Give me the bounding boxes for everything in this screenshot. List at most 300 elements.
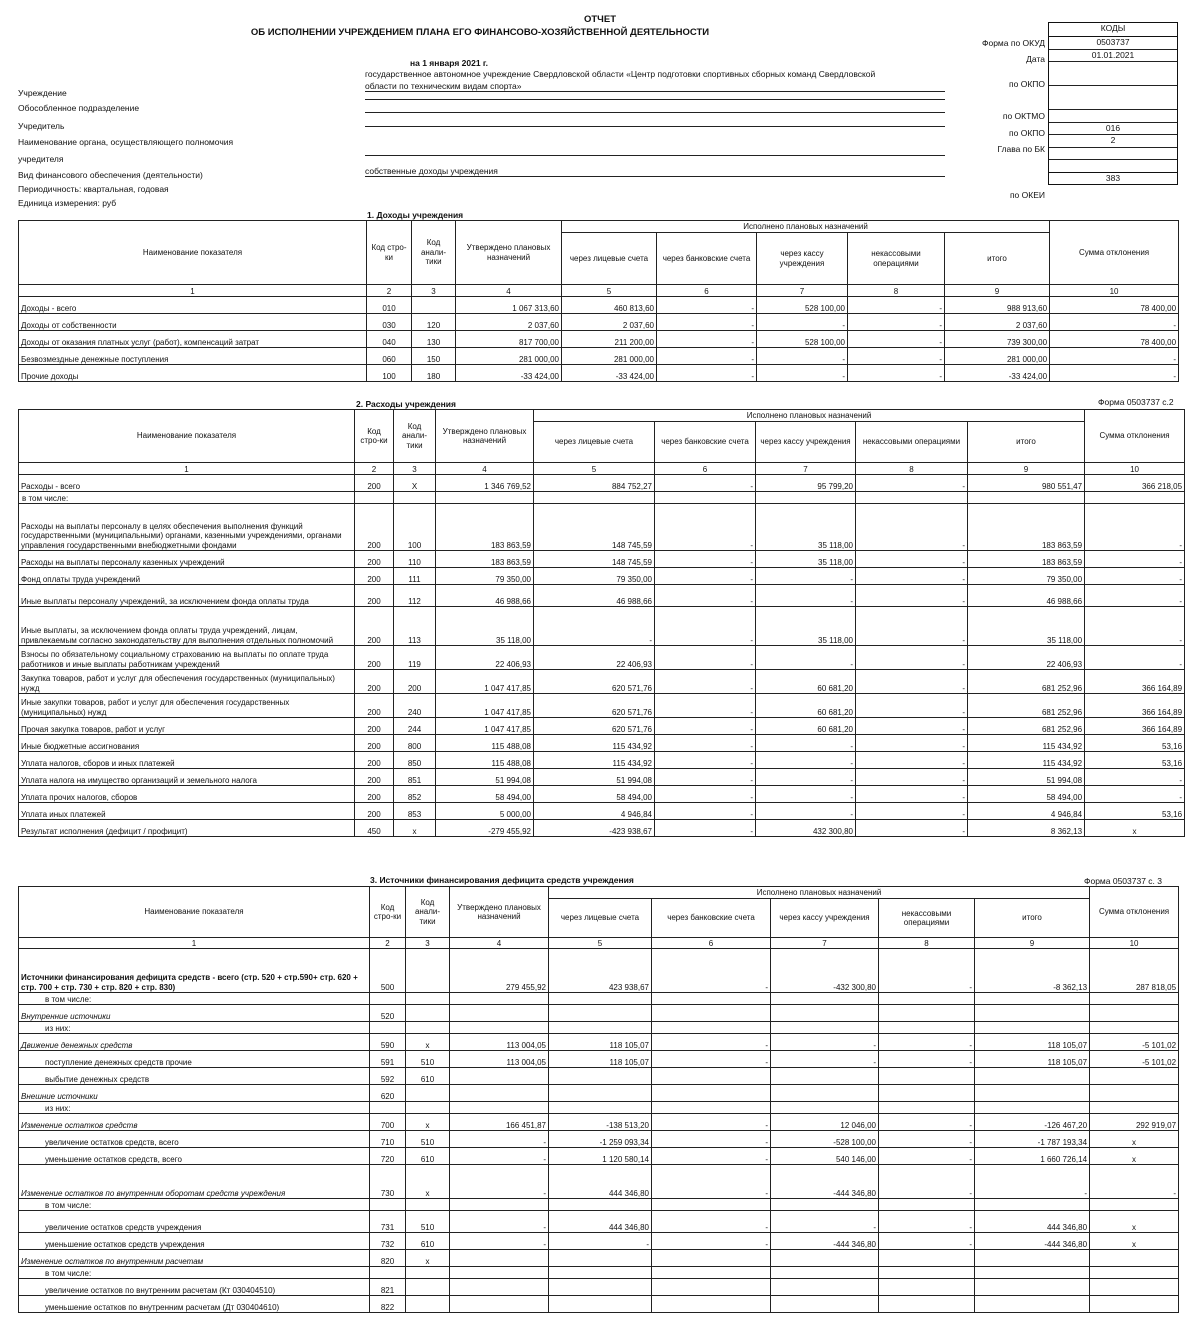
- value-cell: 53,16: [1085, 752, 1185, 769]
- row-code: 200: [355, 694, 394, 718]
- period-label: Периодичность: квартальная, годовая: [18, 184, 169, 194]
- value-cell: -: [655, 568, 756, 585]
- row-code: 821: [370, 1279, 406, 1296]
- value-cell: [655, 492, 756, 504]
- table-row: [19, 475, 1185, 492]
- row-code: [370, 1102, 406, 1114]
- row-name: Внешние источники: [19, 1085, 370, 1102]
- value-cell: 1 120 580,14: [549, 1148, 652, 1165]
- glava-code: 016: [1049, 122, 1177, 135]
- value-cell: 115 434,92: [534, 735, 655, 752]
- value-cell: 281 000,00: [945, 348, 1050, 365]
- value-cell: x: [1090, 1233, 1179, 1250]
- table-row: [19, 348, 1179, 365]
- value-cell: -: [848, 365, 945, 382]
- value-cell: 1 047 417,85: [436, 718, 534, 735]
- value-cell: -: [657, 331, 757, 348]
- value-cell: -: [549, 1233, 652, 1250]
- value-cell: [652, 1005, 771, 1022]
- value-cell: [879, 1267, 975, 1279]
- table-row: [19, 735, 1185, 752]
- value-cell: 681 252,96: [968, 718, 1085, 735]
- h-code: Код стро-ки: [355, 410, 394, 463]
- value-cell: [1090, 1085, 1179, 1102]
- value-cell: -: [655, 752, 756, 769]
- value-cell: -: [655, 694, 756, 718]
- column-number: 9: [968, 463, 1085, 475]
- row-code: 450: [355, 820, 394, 837]
- section-1-title: 1. Доходы учреждения: [367, 210, 464, 220]
- value-cell: 620 571,76: [534, 670, 655, 694]
- value-cell: [975, 1267, 1090, 1279]
- value-cell: [975, 1102, 1090, 1114]
- value-cell: [879, 1279, 975, 1296]
- value-cell: [975, 1005, 1090, 1022]
- value-cell: [975, 993, 1090, 1005]
- row-name: Иные закупки товаров, работ и услуг для обеспечения государственных (муниципальных) нужд: [19, 694, 355, 718]
- h-cash: через кассу учреждения: [771, 899, 879, 938]
- row-name: Источники финансирования дефицита средств - всего (стр. 520 + стр.590+ стр. 620 + стр. 700 + стр. 730 + стр. 820 + стр. 830): [19, 949, 370, 993]
- value-cell: -: [856, 607, 968, 646]
- column-number: 4: [450, 938, 549, 949]
- h-executed: Исполнено плановых назначений: [534, 410, 1085, 422]
- value-cell: 35 118,00: [968, 607, 1085, 646]
- row-name: Уплата прочих налогов, сборов: [19, 786, 355, 803]
- value-cell: -: [655, 718, 756, 735]
- table-row: [19, 1267, 1179, 1279]
- value-cell: [771, 1199, 879, 1211]
- value-cell: [549, 1005, 652, 1022]
- value-cell: -: [655, 551, 756, 568]
- fin-type-label: Вид финансового обеспечения (деятельности): [18, 170, 203, 180]
- table-row: [19, 1211, 1179, 1233]
- h-dev: Сумма отклонения: [1085, 410, 1185, 463]
- column-number: 1: [19, 938, 370, 949]
- table-row: [19, 694, 1185, 718]
- value-cell: 366 218,05: [1085, 475, 1185, 492]
- value-cell: [879, 993, 975, 1005]
- value-cell: 118 105,07: [549, 1051, 652, 1068]
- institution-value-1: государственное автономное учреждение Свердловской области «Центр подготовки спортивных сборных команд Свердловской: [365, 69, 876, 79]
- expense-table: [18, 409, 1185, 837]
- section-2-title: 2. Расходы учреждения: [356, 399, 456, 409]
- codes-box: [1048, 22, 1178, 185]
- row-name: Внутренние источники: [19, 1005, 370, 1022]
- analytics-code: [406, 1279, 450, 1296]
- row-name: в том числе:: [19, 492, 355, 504]
- table-row: [19, 820, 1185, 837]
- value-cell: [450, 1296, 549, 1313]
- value-cell: -: [848, 348, 945, 365]
- value-cell: 53,16: [1085, 803, 1185, 820]
- value-cell: [771, 1250, 879, 1267]
- value-cell: [879, 1068, 975, 1085]
- value-cell: -: [879, 1233, 975, 1250]
- row-code: 200: [355, 585, 394, 607]
- analytics-code: [406, 993, 450, 1005]
- h-anal: Код анали-тики: [406, 887, 450, 938]
- h-acc: через лицевые счета: [549, 899, 652, 938]
- row-code: 820: [370, 1250, 406, 1267]
- value-cell: -5 101,02: [1090, 1034, 1179, 1051]
- analytics-code: 800: [394, 735, 436, 752]
- value-cell: x: [1085, 820, 1185, 837]
- value-cell: [771, 993, 879, 1005]
- column-numbers-row: [19, 463, 1185, 475]
- institution-label: Учреждение: [18, 88, 67, 98]
- value-cell: 53,16: [1085, 735, 1185, 752]
- column-number: 7: [771, 938, 879, 949]
- value-cell: -1 259 093,34: [549, 1131, 652, 1148]
- table-row: [19, 1051, 1179, 1068]
- okpo-label: по ОКПО: [1009, 79, 1045, 89]
- value-cell: -: [1085, 585, 1185, 607]
- value-cell: -: [756, 786, 856, 803]
- row-code: 520: [370, 1005, 406, 1022]
- value-cell: 166 451,87: [450, 1114, 549, 1131]
- row-name: Иные выплаты, за исключением фонда оплаты труда учреждений, лицам, привлекаемым согласно законодательству для выполнения отдельных полномочий: [19, 607, 355, 646]
- value-cell: 980 551,47: [968, 475, 1085, 492]
- value-cell: -138 513,20: [549, 1114, 652, 1131]
- column-number: 10: [1085, 463, 1185, 475]
- value-cell: [1090, 1250, 1179, 1267]
- h-noncash: некассовыми операциями: [848, 233, 945, 285]
- value-cell: 292 919,07: [1090, 1114, 1179, 1131]
- h-name: Наименование показателя: [19, 887, 370, 938]
- value-cell: 79 350,00: [534, 568, 655, 585]
- table-row: [19, 1022, 1179, 1034]
- value-cell: 988 913,60: [945, 297, 1050, 314]
- value-cell: -: [652, 1114, 771, 1131]
- value-cell: [652, 1102, 771, 1114]
- table-row: [19, 365, 1179, 382]
- value-cell: 113 004,05: [450, 1051, 549, 1068]
- value-cell: [879, 1085, 975, 1102]
- value-cell: -: [856, 803, 968, 820]
- table-row: [19, 646, 1185, 670]
- value-cell: [1090, 1102, 1179, 1114]
- value-cell: -: [756, 568, 856, 585]
- okei-code: 383: [1049, 172, 1177, 185]
- row-name: Изменение остатков по внутренним оборотам средств учреждения: [19, 1165, 370, 1199]
- h-anal: Код анали-тики: [394, 410, 436, 463]
- row-name: Фонд оплаты труда учреждений: [19, 568, 355, 585]
- value-cell: [450, 1102, 549, 1114]
- column-number: 6: [655, 463, 756, 475]
- value-cell: [450, 1022, 549, 1034]
- value-cell: 817 700,00: [456, 331, 562, 348]
- value-cell: 78 400,00: [1050, 297, 1179, 314]
- value-cell: [549, 1068, 652, 1085]
- value-cell: -: [1050, 365, 1179, 382]
- row-code: 200: [355, 718, 394, 735]
- column-number: 5: [534, 463, 655, 475]
- row-code: [370, 1267, 406, 1279]
- h-noncash: некассовыми операциями: [879, 899, 975, 938]
- value-cell: 12 046,00: [771, 1114, 879, 1131]
- value-cell: 46 988,66: [534, 585, 655, 607]
- analytics-code: 200: [394, 670, 436, 694]
- value-cell: [1090, 1279, 1179, 1296]
- value-cell: [450, 1250, 549, 1267]
- analytics-code: 610: [406, 1068, 450, 1085]
- analytics-code: [406, 1085, 450, 1102]
- table-row: [19, 670, 1185, 694]
- value-cell: -: [879, 1034, 975, 1051]
- value-cell: [1090, 1005, 1179, 1022]
- analytics-code: 100: [394, 504, 436, 551]
- value-cell: [879, 1102, 975, 1114]
- unit-label: Единица измерения: руб: [18, 198, 117, 208]
- okud-code: 0503737: [1049, 36, 1177, 49]
- row-code: 200: [355, 769, 394, 786]
- value-cell: 58 494,00: [968, 786, 1085, 803]
- row-code: 500: [370, 949, 406, 993]
- analytics-code: [406, 1005, 450, 1022]
- row-code: 732: [370, 1233, 406, 1250]
- institution-line: [365, 96, 945, 100]
- value-cell: -126 467,20: [975, 1114, 1090, 1131]
- analytics-code: 244: [394, 718, 436, 735]
- table-row: [19, 949, 1179, 993]
- value-cell: 287 818,05: [1090, 949, 1179, 993]
- analytics-code: 120: [412, 314, 456, 331]
- row-name: в том числе:: [19, 1199, 370, 1211]
- value-cell: -: [856, 646, 968, 670]
- analytics-code: 510: [406, 1211, 450, 1233]
- authority-label-2: учредителя: [18, 154, 64, 164]
- table-row: [19, 1279, 1179, 1296]
- value-cell: -: [1050, 314, 1179, 331]
- value-cell: 739 300,00: [945, 331, 1050, 348]
- table-row: [19, 607, 1185, 646]
- value-cell: [771, 1267, 879, 1279]
- value-cell: 118 105,07: [975, 1051, 1090, 1068]
- table-row: [19, 803, 1185, 820]
- value-cell: 281 000,00: [562, 348, 657, 365]
- h-anal: Код анали-тики: [412, 221, 456, 285]
- value-cell: -432 300,80: [771, 949, 879, 993]
- analytics-code: 850: [394, 752, 436, 769]
- value-cell: 2 037,60: [945, 314, 1050, 331]
- value-cell: [771, 1296, 879, 1313]
- value-cell: -1 787 193,34: [975, 1131, 1090, 1148]
- analytics-code: 240: [394, 694, 436, 718]
- row-name: Доходы от оказания платных услуг (работ), компенсаций затрат: [19, 331, 367, 348]
- table-row: [19, 1114, 1179, 1131]
- h-total: итого: [968, 422, 1085, 463]
- analytics-code: x: [406, 1034, 450, 1051]
- analytics-code: [406, 1296, 450, 1313]
- value-cell: 528 100,00: [757, 297, 848, 314]
- table-row: [19, 314, 1179, 331]
- value-cell: -: [757, 348, 848, 365]
- row-code: 700: [370, 1114, 406, 1131]
- value-cell: [652, 1068, 771, 1085]
- value-cell: -: [1090, 1165, 1179, 1199]
- value-cell: [879, 1250, 975, 1267]
- value-cell: 51 994,08: [534, 769, 655, 786]
- value-cell: -: [757, 365, 848, 382]
- value-cell: 1 660 726,14: [975, 1148, 1090, 1165]
- table-row: [19, 504, 1185, 551]
- h-executed: Исполнено плановых назначений: [549, 887, 1090, 899]
- okpo2-code: [1049, 109, 1177, 122]
- value-cell: [771, 1279, 879, 1296]
- value-cell: -279 455,92: [436, 820, 534, 837]
- value-cell: [975, 1022, 1090, 1034]
- table-row: [19, 1296, 1179, 1313]
- column-number: 8: [848, 285, 945, 297]
- value-cell: -: [652, 1211, 771, 1233]
- value-cell: -: [1085, 769, 1185, 786]
- founder-label: Учредитель: [18, 121, 65, 131]
- value-cell: [975, 1250, 1090, 1267]
- oktmo-code: [1049, 85, 1177, 109]
- value-cell: [549, 1267, 652, 1279]
- h-executed: Исполнено плановых назначений: [562, 221, 1050, 233]
- table-row: [19, 1102, 1179, 1114]
- value-cell: [652, 1250, 771, 1267]
- value-cell: 183 863,59: [436, 551, 534, 568]
- value-cell: 58 494,00: [534, 786, 655, 803]
- value-cell: -33 424,00: [456, 365, 562, 382]
- column-number: 6: [657, 285, 757, 297]
- h-cash: через кассу учреждения: [756, 422, 856, 463]
- value-cell: -: [856, 769, 968, 786]
- row-code: 731: [370, 1211, 406, 1233]
- row-name: увеличение остатков по внутренним расчетам (Кт 030404510): [19, 1279, 370, 1296]
- table-row: [19, 551, 1185, 568]
- value-cell: -: [856, 585, 968, 607]
- analytics-code: x: [406, 1165, 450, 1199]
- value-cell: -444 346,80: [771, 1165, 879, 1199]
- glava-label: Глава по БК: [997, 144, 1045, 154]
- value-cell: -: [450, 1148, 549, 1165]
- value-cell: 211 200,00: [562, 331, 657, 348]
- row-name: в том числе:: [19, 1267, 370, 1279]
- column-number: 5: [562, 285, 657, 297]
- row-name: Безвозмездные денежные поступления: [19, 348, 367, 365]
- value-cell: 2 037,60: [562, 314, 657, 331]
- value-cell: -: [450, 1131, 549, 1148]
- table-row: [19, 1233, 1179, 1250]
- value-cell: -: [856, 568, 968, 585]
- value-cell: 183 863,59: [968, 504, 1085, 551]
- report-title: ОТЧЕТ: [583, 14, 616, 25]
- column-number: 6: [652, 938, 771, 949]
- value-cell: -: [655, 786, 756, 803]
- column-number: 1: [19, 285, 367, 297]
- value-cell: -: [655, 585, 756, 607]
- value-cell: -: [450, 1211, 549, 1233]
- analytics-code: 510: [406, 1131, 450, 1148]
- analytics-code: [412, 297, 456, 314]
- value-cell: 115 488,08: [436, 735, 534, 752]
- row-name: Прочие доходы: [19, 365, 367, 382]
- division-label: Обособленное подразделение: [18, 103, 140, 113]
- h-noncash: некассовыми операциями: [856, 422, 968, 463]
- value-cell: 35 118,00: [756, 504, 856, 551]
- row-code: 591: [370, 1051, 406, 1068]
- analytics-code: 610: [406, 1233, 450, 1250]
- row-code: 200: [355, 607, 394, 646]
- value-cell: 118 105,07: [549, 1034, 652, 1051]
- row-name: Изменение остатков по внутренним расчетам: [19, 1250, 370, 1267]
- value-cell: [436, 492, 534, 504]
- value-cell: [879, 1296, 975, 1313]
- value-cell: 51 994,08: [436, 769, 534, 786]
- founder-line: [365, 117, 945, 127]
- row-code: 060: [367, 348, 412, 365]
- value-cell: [450, 1005, 549, 1022]
- value-cell: -: [856, 752, 968, 769]
- row-code: 030: [367, 314, 412, 331]
- value-cell: -: [1085, 504, 1185, 551]
- value-cell: 884 752,27: [534, 475, 655, 492]
- table-row: [19, 1034, 1179, 1051]
- row-name: Уплата налогов, сборов и иных платежей: [19, 752, 355, 769]
- value-cell: [450, 1199, 549, 1211]
- row-code: 200: [355, 670, 394, 694]
- column-number: 4: [436, 463, 534, 475]
- value-cell: 460 813,60: [562, 297, 657, 314]
- value-cell: -: [856, 718, 968, 735]
- row-code: [370, 1199, 406, 1211]
- value-cell: -: [657, 348, 757, 365]
- value-cell: -: [879, 1211, 975, 1233]
- value-cell: -: [652, 1233, 771, 1250]
- value-cell: [652, 1199, 771, 1211]
- value-cell: x: [1090, 1211, 1179, 1233]
- value-cell: -: [856, 551, 968, 568]
- row-code: 010: [367, 297, 412, 314]
- value-cell: 444 346,80: [975, 1211, 1090, 1233]
- value-cell: -: [652, 1051, 771, 1068]
- value-cell: [652, 993, 771, 1005]
- value-cell: -: [771, 1034, 879, 1051]
- value-cell: 35 118,00: [436, 607, 534, 646]
- table-row: [19, 492, 1185, 504]
- value-cell: 46 988,66: [436, 585, 534, 607]
- row-name: увеличение остатков средств учреждения: [19, 1211, 370, 1233]
- value-cell: -444 346,80: [771, 1233, 879, 1250]
- analytics-code: 851: [394, 769, 436, 786]
- value-cell: -: [657, 314, 757, 331]
- value-cell: 681 252,96: [968, 694, 1085, 718]
- row-code: 822: [370, 1296, 406, 1313]
- row-name: Уплата иных платежей: [19, 803, 355, 820]
- value-cell: -: [652, 1034, 771, 1051]
- division-line: [365, 103, 945, 113]
- value-cell: -: [856, 735, 968, 752]
- value-cell: -: [975, 1165, 1090, 1199]
- value-cell: 279 455,92: [450, 949, 549, 993]
- value-cell: -: [652, 949, 771, 993]
- table-row: [19, 1199, 1179, 1211]
- value-cell: [549, 1102, 652, 1114]
- value-cell: -: [848, 297, 945, 314]
- value-cell: -: [652, 1148, 771, 1165]
- value-cell: [652, 1267, 771, 1279]
- value-cell: [1090, 993, 1179, 1005]
- row-name: из них:: [19, 1102, 370, 1114]
- analytics-code: [406, 1102, 450, 1114]
- value-cell: -: [757, 314, 848, 331]
- value-cell: -: [856, 786, 968, 803]
- column-number: 8: [856, 463, 968, 475]
- value-cell: [450, 1068, 549, 1085]
